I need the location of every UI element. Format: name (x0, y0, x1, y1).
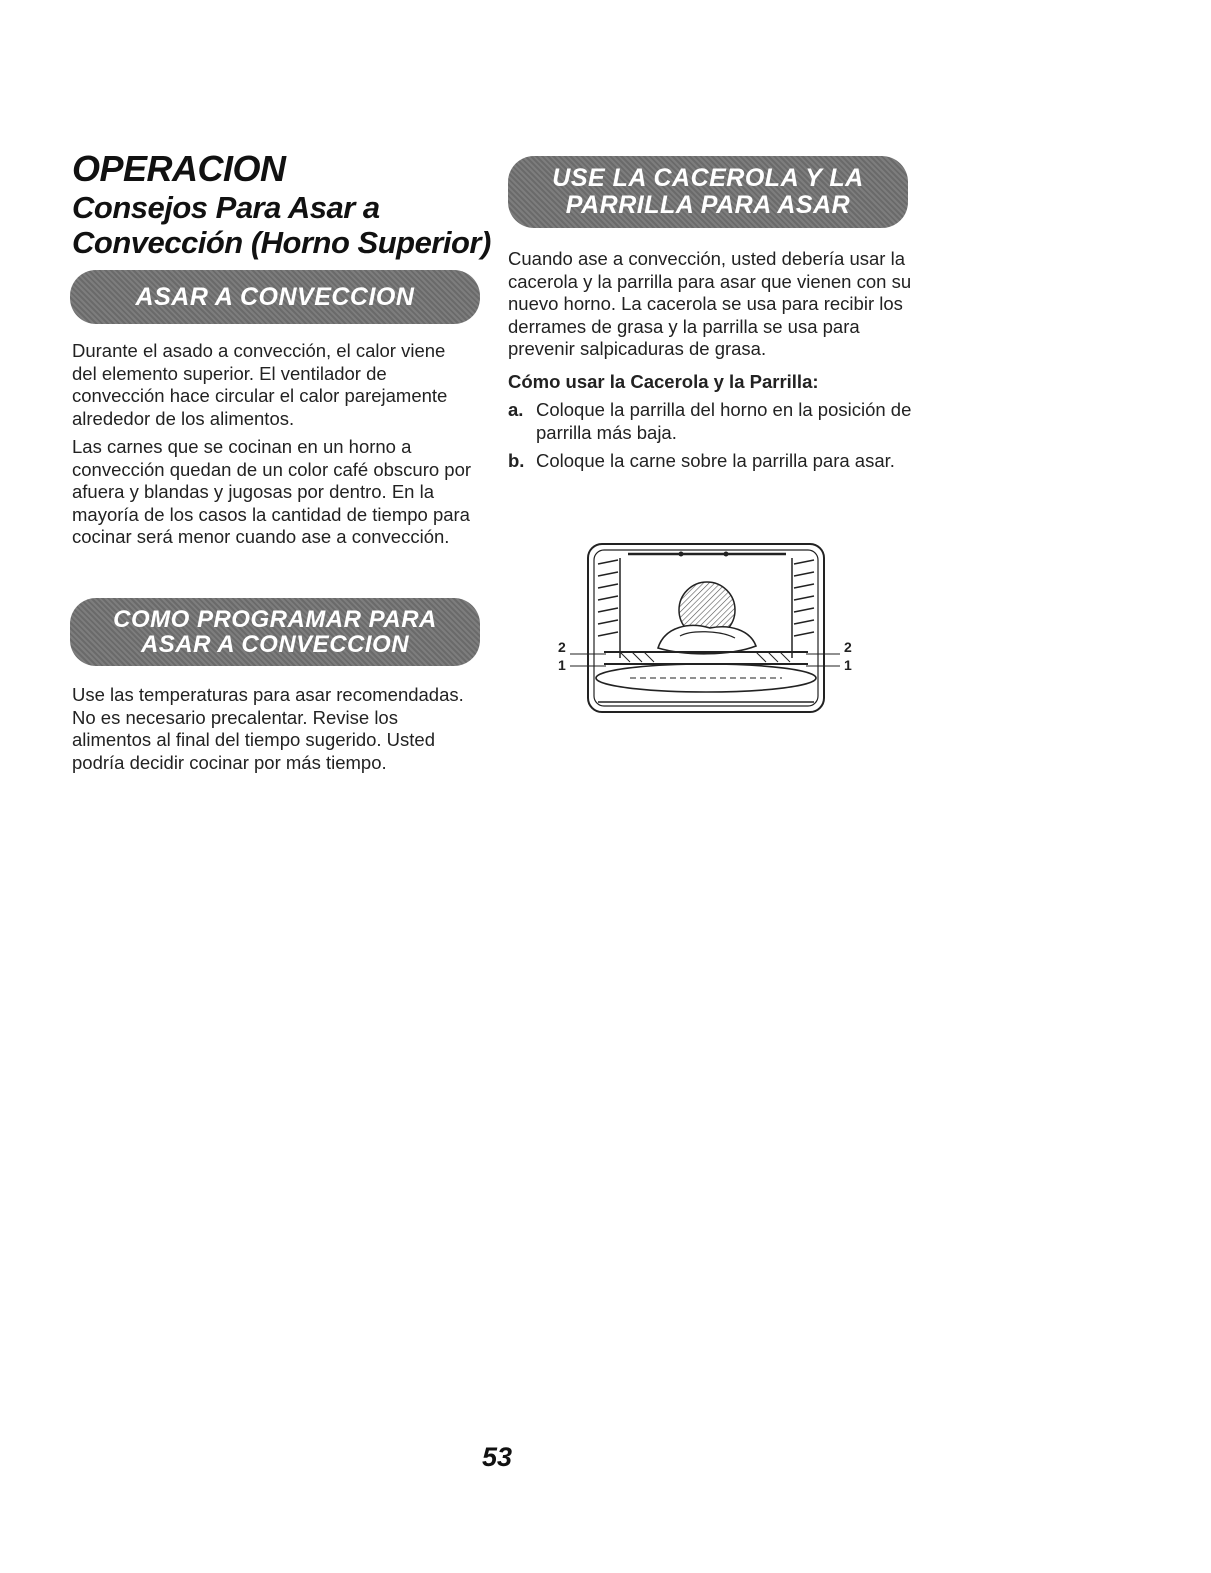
step-letter: a. (508, 399, 524, 420)
banner-use-cacerola (508, 156, 908, 228)
step-b (508, 450, 918, 473)
banner-line2: ASAR A CONVECCION (140, 631, 410, 658)
step-letter: b. (508, 450, 525, 471)
banner-line1: USE LA CACEROLA Y LA (552, 164, 864, 192)
rack-label-left-1: 1 (558, 657, 566, 673)
banner-asar-conveccion (70, 270, 480, 324)
page-title-line1: Consejos Para Asar a (72, 190, 380, 225)
section-heading: OPERACION (72, 148, 286, 189)
page-title-line2: Convección (Horno Superior) (72, 225, 491, 260)
paragraph-carnes: Las carnes que se cocinan en un horno a convección quedan de un color café obscuro por afuera y blandas y jugosas por dentro. En la mayoría de los casos la cantidad de tiempo para cocinar será menor cuando ase a convección. (72, 436, 472, 547)
banner-como-programar (70, 598, 480, 666)
rack-label-right-1: 1 (844, 657, 852, 673)
page-number: 53 (482, 1442, 513, 1472)
howto-heading: Cómo usar la Cacerola y la Parrilla: (508, 370, 819, 392)
rack-label-right-2: 2 (844, 639, 852, 655)
step-text: Coloque la parrilla del horno en la posición de parrilla más baja. (536, 399, 912, 443)
step-text: Coloque la carne sobre la parrilla para asar. (536, 450, 895, 471)
paragraph-temperaturas: Use las temperaturas para asar recomendadas. No es necesario precalentar. Revise los alimentos al final del tiempo sugerido. Usted podría decidir cocinar por más tiempo. (72, 684, 464, 773)
oven-diagram (550, 538, 860, 716)
paragraph-intro: Durante el asado a convección, el calor viene del elemento superior. El ventilador de convección hace circular el calor parejamente alrededor de los alimentos. (72, 340, 448, 429)
banner-label: ASAR A CONVECCION (135, 282, 415, 311)
banner-line1: COMO PROGRAMAR PARA (113, 606, 437, 633)
paragraph-cacerola: Cuando ase a convección, usted debería usar la cacerola y la parrilla para asar que vienen con su nuevo horno. La cacerola se usa para recibir los derrames de grasa y la parrilla se usa para prevenir salpicaduras de grasa. (508, 248, 912, 359)
step-a (508, 399, 918, 444)
banner-line2: PARRILLA PARA ASAR (565, 191, 851, 219)
rack-label-left-2: 2 (558, 639, 566, 655)
